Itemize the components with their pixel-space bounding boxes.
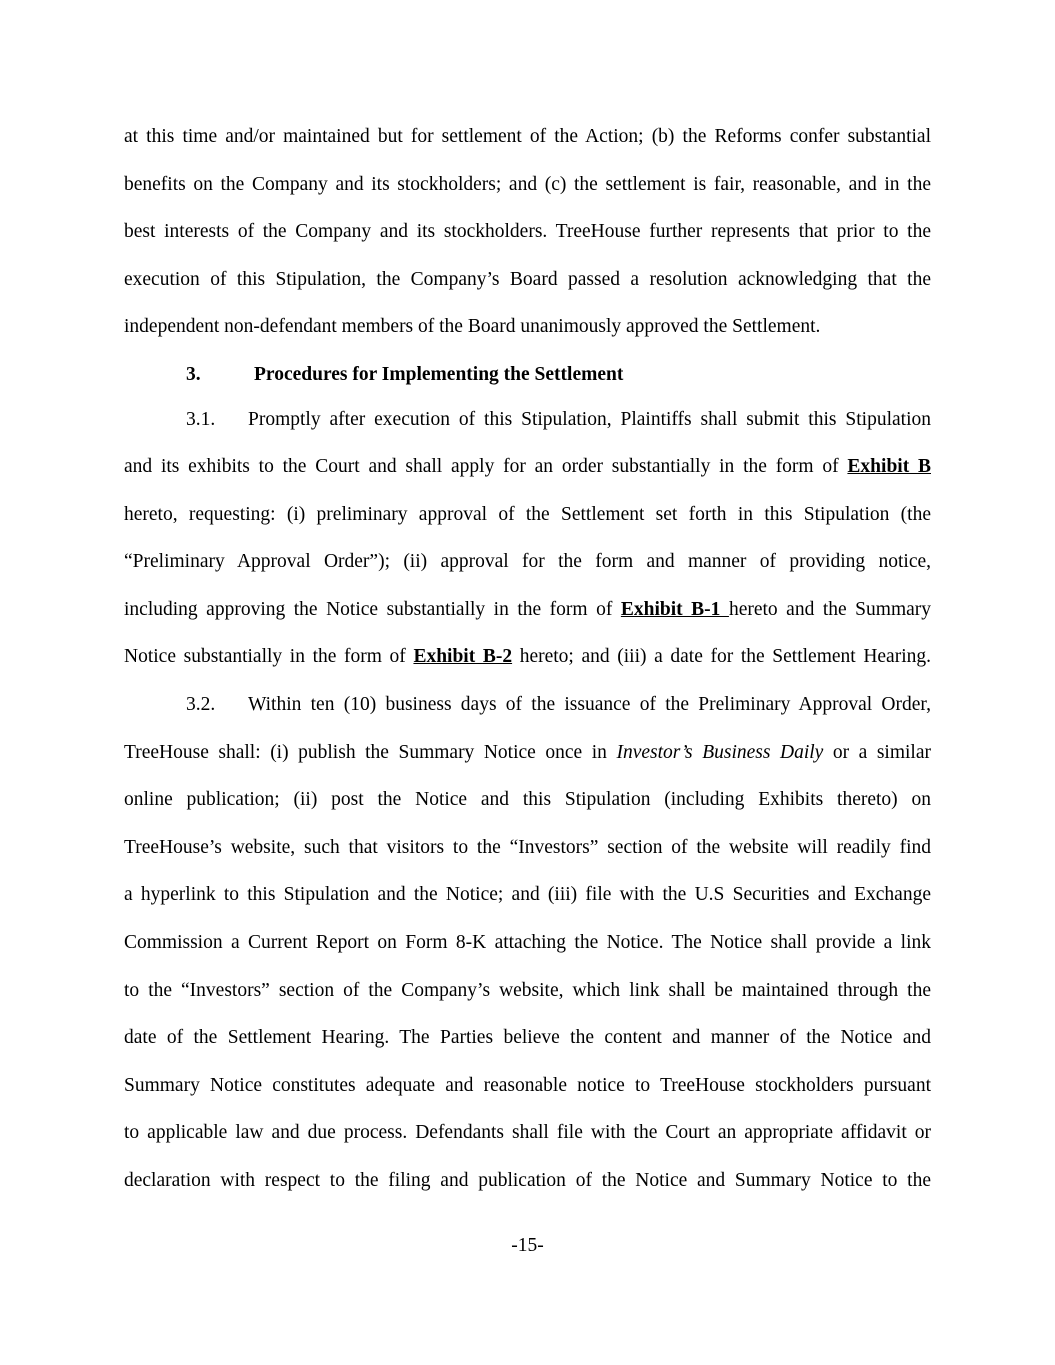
- paragraph-line: benefits on the Company and its stockholders; and (c) the settlement is fair, reasonable, and in the: [124, 174, 931, 195]
- paragraph-line: Summary Notice constitutes adequate and reasonable notice to TreeHouse stockholders pursuant: [124, 1075, 931, 1096]
- paragraph-line: best interests of the Company and its stockholders. TreeHouse further represents that prior to the: [124, 221, 931, 242]
- paragraph-line: Notice substantially in the form of Exhibit B-2 hereto; and (iii) a date for the Settlement Hearing.: [124, 646, 931, 667]
- paragraph-line: to the “Investors” section of the Company’s website, which link shall be maintained through the: [124, 980, 931, 1001]
- section-title: Procedures for Implementing the Settlement: [254, 364, 624, 385]
- paragraph-line: independent non-defendant members of the Board unanimously approved the Settlement.: [124, 316, 821, 337]
- paragraph-line: to applicable law and due process. Defendants shall file with the Court an appropriate affidavit or: [124, 1122, 931, 1143]
- paragraph-line: TreeHouse’s website, such that visitors to the “Investors” section of the website will readily find: [124, 837, 931, 858]
- subsection-number: 3.1.: [186, 409, 216, 430]
- paragraph-line: 3.2. Within ten (10) business days of the issuance of the Preliminary Approval Order,: [186, 694, 931, 715]
- paragraph-line: and its exhibits to the Court and shall apply for an order substantially in the form of Exhibit B: [124, 456, 931, 477]
- page-number: -15-: [511, 1235, 544, 1256]
- paragraph-line: hereto, requesting: (i) preliminary approval of the Settlement set forth in this Stipulation (the: [124, 504, 931, 525]
- paragraph-line: online publication; (ii) post the Notice and this Stipulation (including Exhibits thereto) on: [124, 789, 931, 810]
- section-heading: [186, 363, 623, 387]
- exhibit-b2-reference: Exhibit B-2: [413, 646, 513, 667]
- paragraph-line: at this time and/or maintained but for settlement of the Action; (b) the Reforms confer substantial: [124, 126, 931, 147]
- exhibit-b-reference: Exhibit B: [847, 456, 931, 477]
- subsection-number: 3.2.: [186, 694, 216, 715]
- paragraph-line: “Preliminary Approval Order”); (ii) approval for the form and manner of providing notice,: [124, 551, 931, 572]
- paragraph-line: a hyperlink to this Stipulation and the Notice; and (iii) file with the U.S Securities and Exchange: [124, 884, 931, 905]
- publication-title: Investor’s Business Daily: [616, 742, 824, 763]
- paragraph-line: 3.1. Promptly after execution of this Stipulation, Plaintiffs shall submit this Stipulation: [186, 409, 931, 430]
- paragraph-line: date of the Settlement Hearing. The Parties believe the content and manner of the Notice and: [124, 1027, 931, 1048]
- paragraph-line: TreeHouse shall: (i) publish the Summary Notice once in Investor’s Business Daily or a similar: [124, 742, 932, 763]
- paragraph-line: including approving the Notice substantially in the form of Exhibit B-1 hereto and the Summary: [124, 599, 932, 620]
- paragraph-line: execution of this Stipulation, the Company’s Board passed a resolution acknowledging that the: [124, 269, 931, 290]
- paragraph-line: Commission a Current Report on Form 8-K attaching the Notice. The Notice shall provide a link: [124, 932, 931, 953]
- paragraph-line: declaration with respect to the filing and publication of the Notice and Summary Notice to the: [124, 1170, 931, 1191]
- exhibit-b1-reference: Exhibit B-1: [620, 599, 729, 620]
- section-number: 3.: [186, 364, 201, 385]
